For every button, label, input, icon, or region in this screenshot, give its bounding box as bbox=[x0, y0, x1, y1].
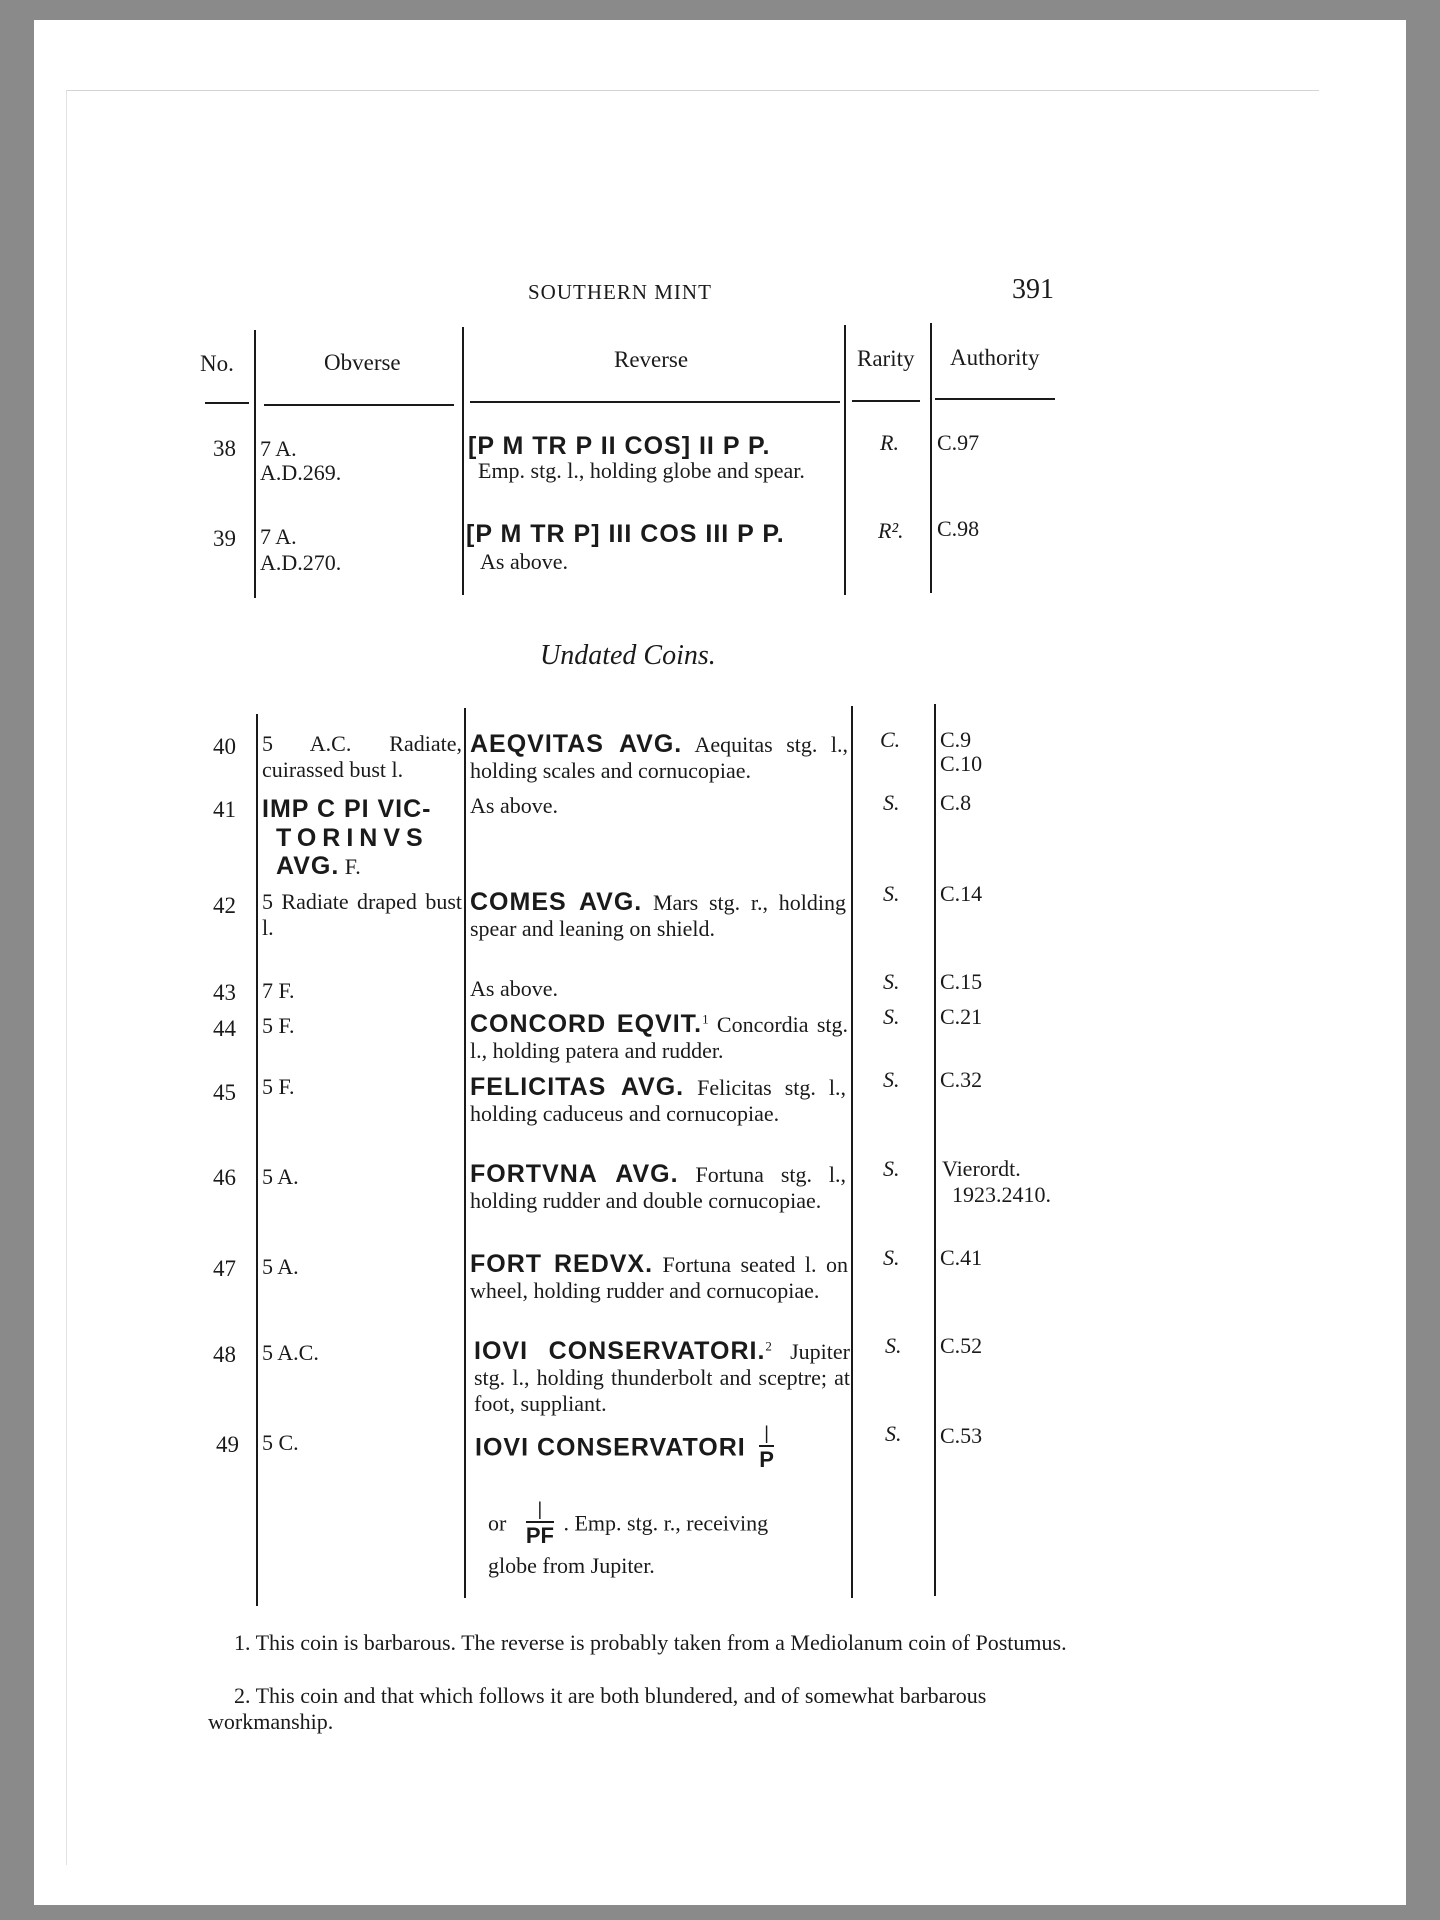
fraction-field-mark: | bbox=[759, 1424, 774, 1447]
reverse-legend: IOVI CONSERVATORI. bbox=[474, 1337, 766, 1365]
reverse-legend-line bbox=[475, 1424, 774, 1471]
authority-ref: 1923.2410. bbox=[952, 1182, 1051, 1207]
obverse-type: 5 Radiate draped bust l. bbox=[262, 889, 462, 940]
coin-number: 38 bbox=[213, 436, 236, 461]
footnote-2 bbox=[208, 1683, 1072, 1735]
reverse-description: . Emp. stg. r., receiving bbox=[563, 1510, 769, 1536]
rarity-value: S. bbox=[883, 1245, 900, 1270]
coin-number: 47 bbox=[213, 1256, 236, 1281]
coin-number: 41 bbox=[213, 797, 236, 822]
reverse-legend: COMES AVG. bbox=[470, 888, 643, 916]
reverse-legend: [P M TR P] III COS III P P. bbox=[466, 520, 785, 548]
obverse-type: 5 A. bbox=[262, 1164, 299, 1189]
coin-number: 49 bbox=[216, 1432, 239, 1457]
obverse-type: 7 A. bbox=[260, 524, 297, 549]
footnote-ref: 2 bbox=[765, 1338, 772, 1354]
authority-ref: C.10 bbox=[940, 751, 983, 776]
coin-number: 40 bbox=[213, 734, 236, 759]
fraction-exergue: P bbox=[759, 1447, 774, 1472]
rarity-value: S. bbox=[885, 1333, 902, 1358]
coin-number: 44 bbox=[213, 1016, 236, 1041]
rarity-value: S. bbox=[883, 1156, 900, 1181]
reverse-entry bbox=[470, 1074, 846, 1127]
footnote-mark: 2. bbox=[234, 1683, 251, 1708]
reverse-description: As above. bbox=[480, 549, 568, 574]
obverse-type: 5 C. bbox=[262, 1430, 299, 1455]
reverse-description: Mars stg. r., holding spear and leaning on shield. bbox=[470, 890, 846, 941]
fraction-field-mark: | bbox=[526, 1500, 554, 1523]
reverse-legend: AEQVITAS AVG. bbox=[470, 730, 683, 758]
obverse-type: 7 A. bbox=[260, 436, 297, 461]
reverse-entry bbox=[470, 1161, 846, 1214]
reverse-entry bbox=[470, 731, 848, 784]
coin-number: 48 bbox=[213, 1342, 236, 1367]
obverse-type: 5 A.C. Radiate, cuirassed bust l. bbox=[262, 731, 462, 782]
obverse-type: 5 A.C. bbox=[262, 1340, 319, 1365]
footnote-mark: 1. bbox=[234, 1630, 251, 1655]
reverse-description: globe from Jupiter. bbox=[488, 1553, 655, 1578]
footnote-text: This coin and that which follows it are both blundered, and of somewhat barbarous workmanship. bbox=[208, 1683, 987, 1734]
reverse-legend: [P M TR P II COS] II P P. bbox=[468, 432, 771, 460]
authority-ref: C.32 bbox=[940, 1067, 983, 1092]
reverse-legend: CONCORD EQVIT. bbox=[470, 1010, 703, 1038]
obverse-date: A.D.269. bbox=[260, 460, 342, 485]
authority-ref: Vierordt. bbox=[942, 1156, 1021, 1181]
reverse-legend: FELICITAS AVG. bbox=[470, 1073, 685, 1101]
obverse-type: F. bbox=[344, 854, 361, 879]
mint-mark-fraction bbox=[526, 1500, 554, 1547]
obverse-legend bbox=[276, 853, 361, 880]
authority-ref: C.15 bbox=[940, 969, 983, 994]
mint-mark-fraction bbox=[759, 1424, 774, 1471]
rarity-value: S. bbox=[883, 1067, 900, 1092]
reverse-legend: IOVI CONSERVATORI bbox=[475, 1433, 746, 1462]
authority-ref: C.9 bbox=[940, 727, 972, 752]
footnote-text: This coin is barbarous. The reverse is probably taken from a Mediolanum coin of Postumus. bbox=[255, 1630, 1067, 1655]
footnote-1 bbox=[208, 1630, 1072, 1656]
rarity-value: S. bbox=[883, 881, 900, 906]
authority-ref: C.98 bbox=[937, 516, 980, 541]
obverse-date: A.D.270. bbox=[260, 550, 342, 575]
authority-ref: C.14 bbox=[940, 881, 983, 906]
reverse-entry bbox=[470, 1011, 848, 1064]
obverse-legend-end: AVG. bbox=[276, 852, 340, 880]
fraction-exergue: PF bbox=[525, 1523, 554, 1548]
obverse-type: 5 F. bbox=[262, 1013, 295, 1038]
reverse-description: Aequitas stg. l., holding scales and cornucopiae. bbox=[470, 732, 848, 783]
authority-ref: C.97 bbox=[937, 430, 980, 455]
reverse-entry bbox=[474, 1338, 850, 1417]
column-header-authority: Authority bbox=[950, 345, 1040, 370]
coin-number: 45 bbox=[213, 1080, 236, 1105]
rarity-value: S. bbox=[883, 969, 900, 994]
obverse-type: 5 F. bbox=[262, 1074, 295, 1099]
obverse-type: 7 F. bbox=[262, 978, 295, 1003]
coin-number: 46 bbox=[213, 1165, 236, 1190]
authority-ref: C.8 bbox=[940, 790, 972, 815]
reverse-description: As above. bbox=[470, 793, 558, 818]
reverse-entry bbox=[470, 1251, 848, 1304]
reverse-description: Fortuna seated l. on wheel, holding rudder and cornucopiae. bbox=[470, 1252, 848, 1303]
reverse-legend: FORT REDVX. bbox=[470, 1250, 654, 1278]
obverse-legend: TORINVS bbox=[276, 824, 429, 852]
column-header-reverse: Reverse bbox=[614, 347, 689, 372]
page-number: 391 bbox=[1012, 274, 1054, 305]
coin-number: 39 bbox=[213, 526, 236, 551]
obverse-type: 5 A. bbox=[262, 1254, 299, 1279]
coin-number: 42 bbox=[213, 893, 236, 918]
section-title: Undated Coins. bbox=[540, 640, 716, 671]
authority-ref: C.52 bbox=[940, 1333, 983, 1358]
rarity-value: R. bbox=[880, 430, 899, 455]
authority-ref: C.53 bbox=[940, 1423, 983, 1448]
reverse-description: As above. bbox=[470, 976, 558, 1001]
reverse-legend: FORTVNA AVG. bbox=[470, 1160, 679, 1188]
or-label: or bbox=[488, 1510, 507, 1536]
reverse-description-line bbox=[488, 1500, 852, 1547]
column-header-rarity: Rarity bbox=[857, 346, 915, 371]
rarity-value: S. bbox=[883, 790, 900, 815]
authority-ref: C.21 bbox=[940, 1004, 983, 1029]
rarity-value: C. bbox=[880, 727, 901, 752]
reverse-description: Emp. stg. l., holding globe and spear. bbox=[478, 458, 805, 483]
reverse-description: Concordia stg. l., holding patera and rudder. bbox=[470, 1012, 848, 1063]
footnote-ref: 1 bbox=[702, 1011, 709, 1027]
rarity-value: S. bbox=[885, 1421, 902, 1446]
running-title: SOUTHERN MINT bbox=[528, 280, 712, 304]
coin-number: 43 bbox=[213, 980, 236, 1005]
reverse-description: Jupiter stg. l., holding thunderbolt and sceptre; at foot, suppliant. bbox=[474, 1339, 850, 1416]
reverse-description: Fortuna stg. l., holding rudder and double cornucopiae. bbox=[470, 1162, 846, 1213]
authority-ref: C.41 bbox=[940, 1245, 983, 1270]
reverse-entry bbox=[470, 889, 846, 942]
rarity-value: S. bbox=[883, 1004, 900, 1029]
reverse-description: Felicitas stg. l., holding caduceus and cornucopiae. bbox=[470, 1075, 847, 1126]
obverse-legend: IMP C PI VIC- bbox=[262, 795, 432, 823]
rarity-value: R². bbox=[878, 518, 904, 543]
column-header-no: No. bbox=[200, 351, 234, 376]
column-header-obverse: Obverse bbox=[324, 350, 401, 375]
